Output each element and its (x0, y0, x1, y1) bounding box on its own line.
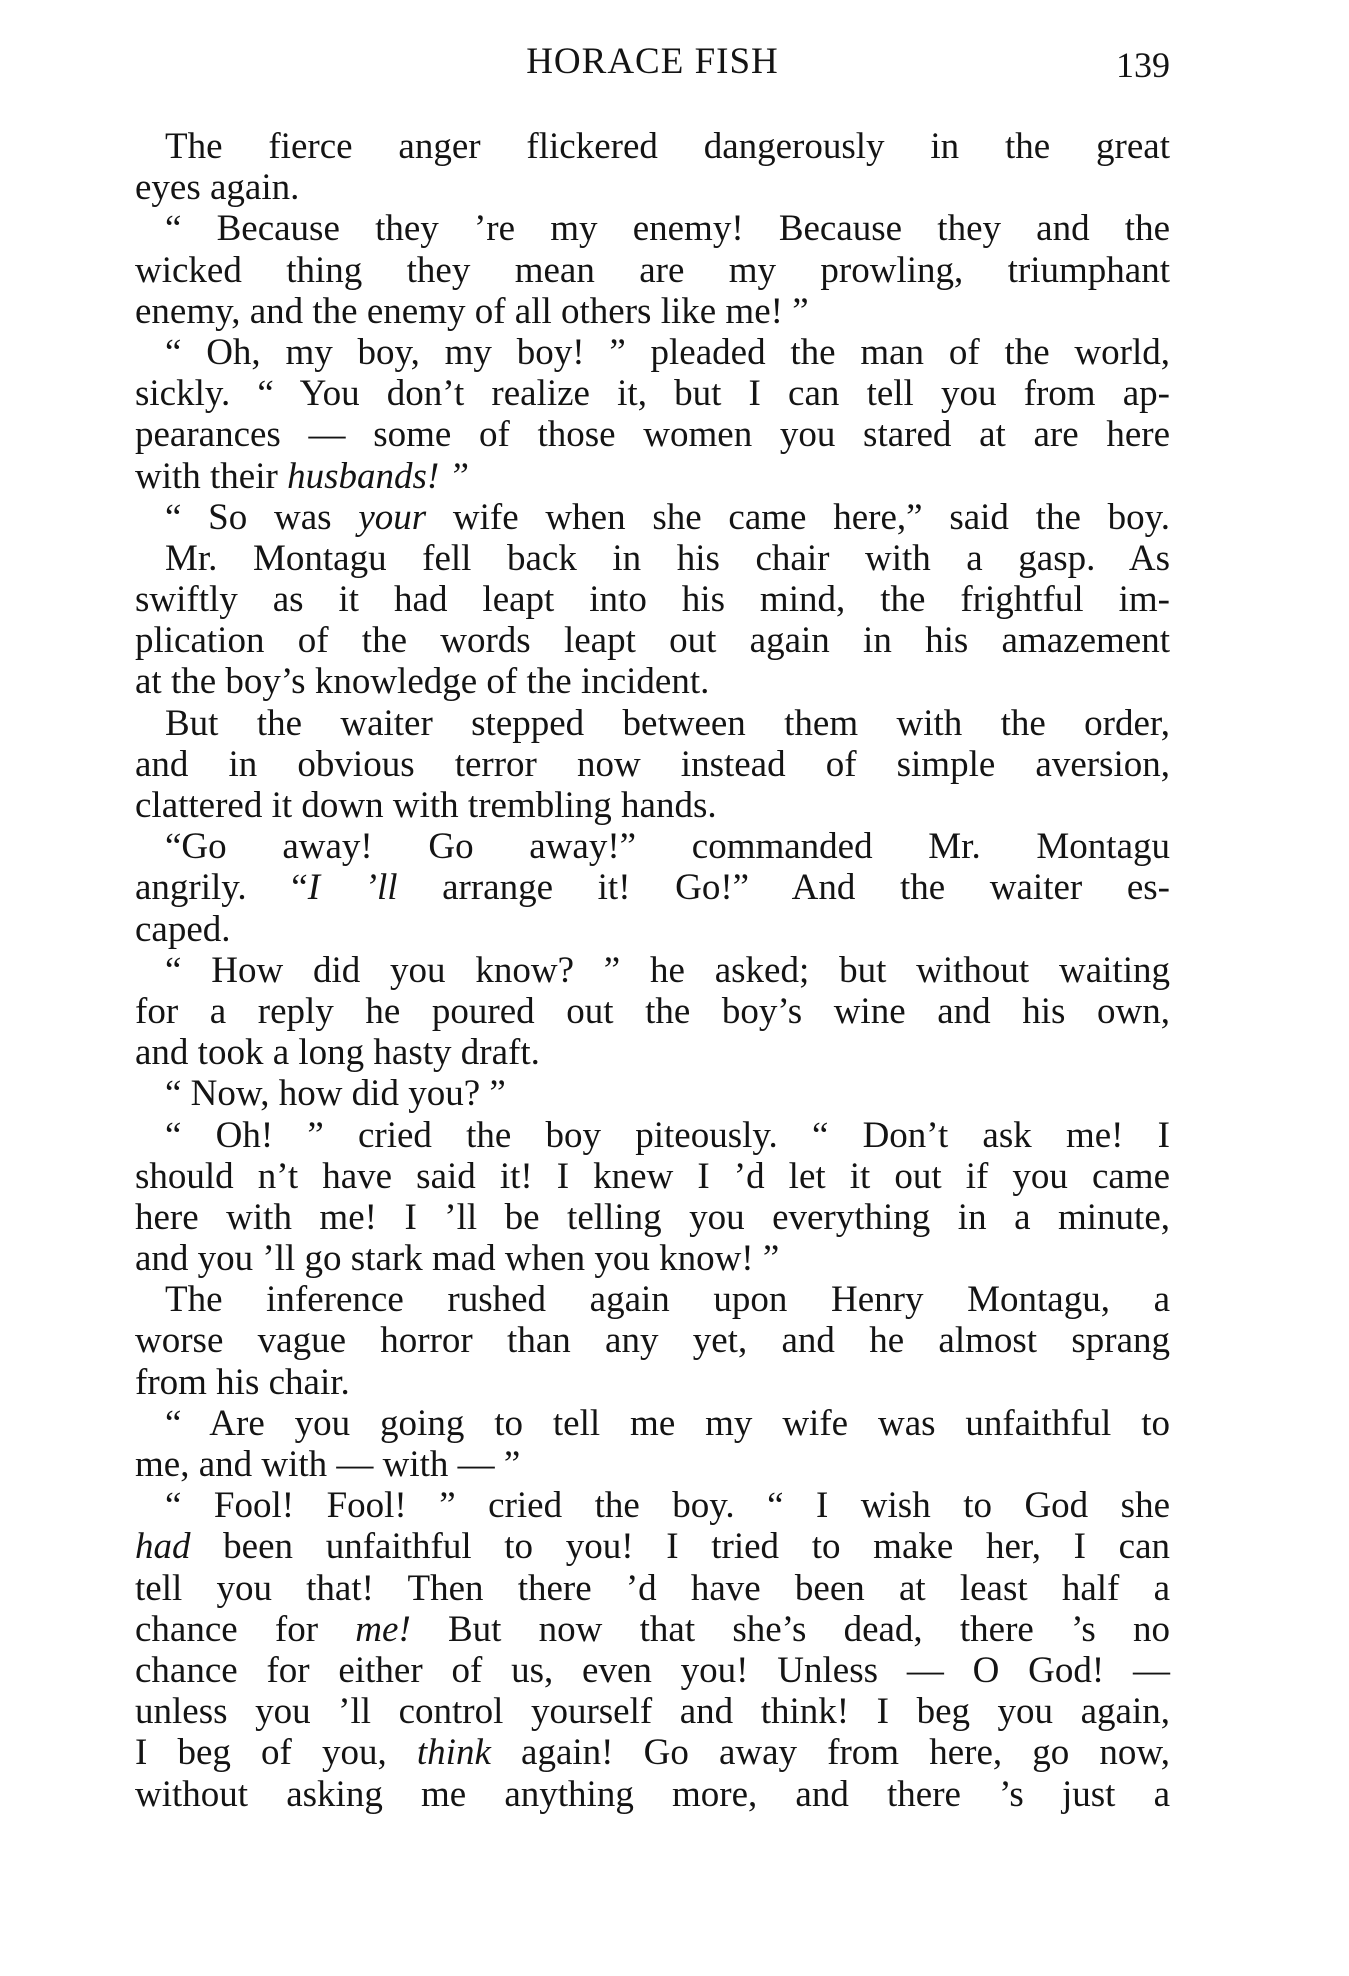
text-line: tell you that! Then there ’d have been at least half a (135, 1567, 1170, 1609)
text-line: sickly. “ You don’t realize it, but I can tell you from ap- (135, 373, 1170, 415)
text-line: The fierce anger flickered dangerously in the great (165, 126, 1170, 167)
text-line: Mr. Montagu fell back in his chair with a gasp. As (165, 537, 1170, 579)
text-line: me, and with — with — ” (135, 1444, 521, 1485)
text-line: “ Now, how did you? ” (165, 1073, 506, 1115)
text-line: “ Are you going to tell me my wife was unfaithful to (165, 1402, 1170, 1444)
text-line: chance for me! But now that she’s dead, there ’s no (135, 1608, 1170, 1650)
text-line: eyes again. (135, 167, 300, 209)
body-text (135, 126, 1170, 1815)
text-line: “ Oh! ” cried the boy piteously. “ Don’t ask me! I (165, 1114, 1170, 1156)
text-line: “ So was your wife when she came here,” said the boy. (165, 496, 1170, 538)
text-line: “ How did you know? ” he asked; but without waiting (165, 949, 1170, 991)
text-line: should n’t have said it! I knew I ’d let it out if you came (135, 1155, 1170, 1197)
text-line: and took a long hasty draft. (135, 1032, 540, 1074)
text-line: pearances — some of those women you stared at are here (135, 414, 1170, 456)
text-line: chance for either of us, even you! Unless — O God! — (135, 1649, 1170, 1691)
text-line: and you ’ll go stark mad when you know! ” (135, 1238, 780, 1280)
text-line: “ Because they ’re my enemy! Because they and the (165, 208, 1170, 250)
text-line: “ Oh, my boy, my boy! ” pleaded the man of the world, (165, 331, 1170, 373)
text-line: enemy, and the enemy of all others like me! ” (135, 290, 809, 332)
text-line: without asking me anything more, and there ’s just a (135, 1773, 1170, 1815)
text-line: here with me! I ’ll be telling you everything in a minute, (135, 1196, 1170, 1238)
text-line: worse vague horror than any yet, and he almost sprang (135, 1320, 1170, 1362)
text-line: “Go away! Go away!” commanded Mr. Montagu (165, 826, 1170, 868)
text-line: with their husbands! ” (135, 455, 470, 497)
text-line: “ Fool! Fool! ” cried the boy. “ I wish to God she (165, 1485, 1170, 1527)
text-line: swiftly as it had leapt into his mind, the frightful im- (135, 579, 1170, 621)
running-title: HORACE FISH (526, 41, 779, 82)
text-line: from his chair. (135, 1361, 350, 1403)
text-line: But the waiter stepped between them with the order, (165, 702, 1170, 744)
text-line: The inference rushed again upon Henry Montagu, a (165, 1279, 1170, 1321)
text-line: had been unfaithful to you! I tried to make her, I can (135, 1526, 1170, 1568)
text-line: I beg of you, think again! Go away from here, go now, (135, 1732, 1170, 1774)
text-line: angrily. “I ’ll arrange it! Go!” And the waiter es- (135, 867, 1170, 909)
text-line: plication of the words leapt out again in his amazement (135, 620, 1170, 662)
running-header (135, 40, 1170, 90)
text-line: clattered it down with trembling hands. (135, 785, 717, 826)
text-line: wicked thing they mean are my prowling, triumphant (135, 249, 1170, 291)
text-line: unless you ’ll control yourself and think! I beg you again, (135, 1691, 1170, 1733)
text-line: at the boy’s knowledge of the incident. (135, 661, 710, 703)
text-line: caped. (135, 908, 231, 950)
text-line: and in obvious terror now instead of simple aversion, (135, 743, 1170, 785)
page-number: 139 (1116, 45, 1170, 85)
text-line: for a reply he poured out the boy’s wine and his own, (135, 990, 1170, 1032)
